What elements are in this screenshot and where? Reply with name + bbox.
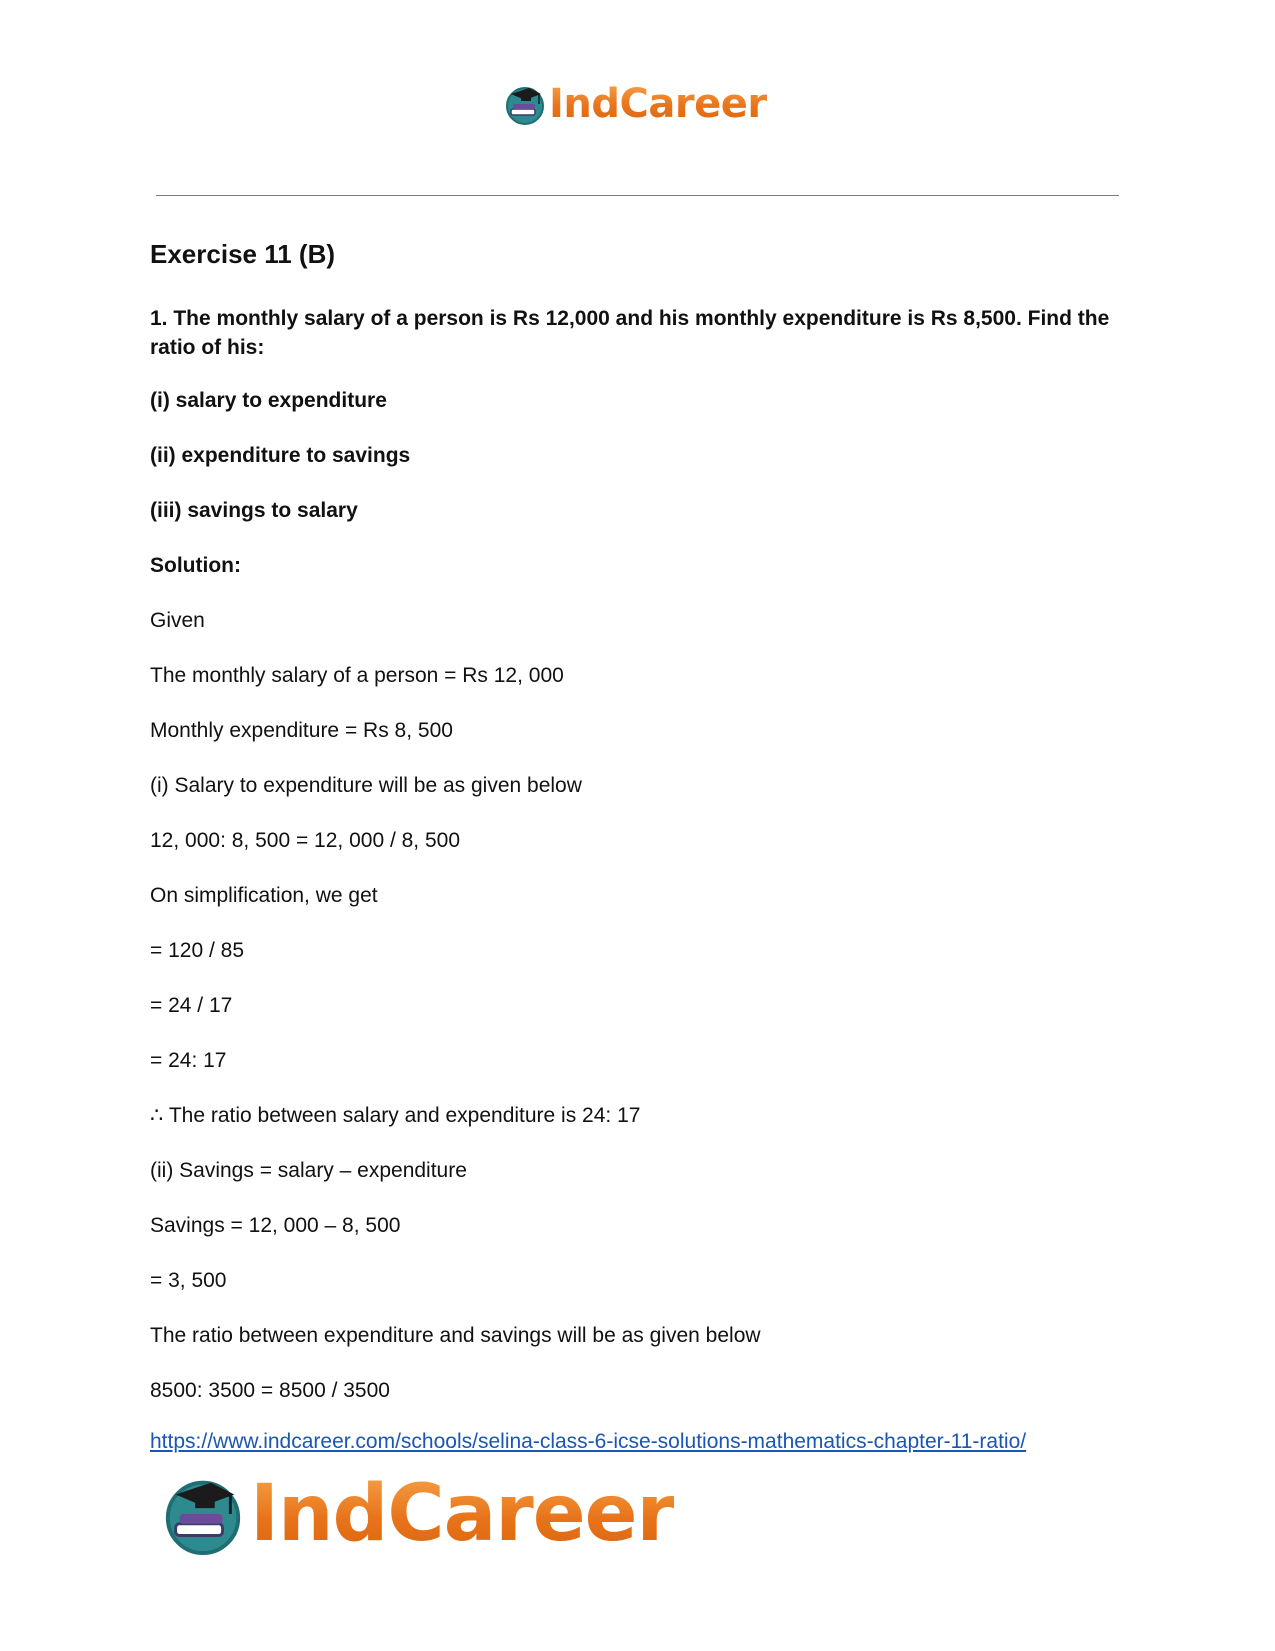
solution-label: Solution: [150,554,241,577]
solution-line: = 24 / 17 [150,994,233,1017]
question-part-3: (iii) savings to salary [150,499,358,522]
solution-line: 8500: 3500 = 8500 / 3500 [150,1379,390,1402]
solution-line: = 120 / 85 [150,939,244,962]
footer-logo-text: IndCareer [250,1469,674,1559]
solution-line: The ratio between expenditure and savings will be as given below [150,1324,761,1347]
solution-line: (ii) Savings = salary – expenditure [150,1159,467,1182]
graduation-book-icon [503,82,547,126]
graduation-book-icon [160,1471,246,1557]
solution-line: On simplification, we get [150,884,378,907]
header-divider [156,195,1119,196]
question-part-1: (i) salary to expenditure [150,389,387,412]
question-part-2: (ii) expenditure to savings [150,444,411,467]
exercise-title: Exercise 11 (B) [150,239,336,269]
solution-line: ∴ The ratio between salary and expenditure is 24: 17 [150,1104,641,1127]
source-link[interactable]: https://www.indcareer.com/schools/selina-class-6-icse-solutions-mathematics-chapter-11-ratio/ [150,1430,1027,1453]
solution-line: (i) Salary to expenditure will be as given below [150,774,582,797]
header-logo-text: IndCareer [549,81,767,127]
solution-line: Monthly expenditure = Rs 8, 500 [150,719,453,742]
footer-logo [160,1468,674,1560]
solution-line: The monthly salary of a person = Rs 12, 000 [150,664,564,687]
header-logo [503,78,767,130]
solution-line: = 24: 17 [150,1049,227,1072]
solution-line: Savings = 12, 000 – 8, 500 [150,1214,401,1237]
solution-line: = 3, 500 [150,1269,227,1292]
document-body [150,232,1130,1431]
question-text: 1. The monthly salary of a person is Rs 12,000 and his monthly expenditure is Rs 8,500. Find the ratio of his: [150,307,1110,359]
solution-line: 12, 000: 8, 500 = 12, 000 / 8, 500 [150,829,461,852]
solution-line: Given [150,609,205,632]
